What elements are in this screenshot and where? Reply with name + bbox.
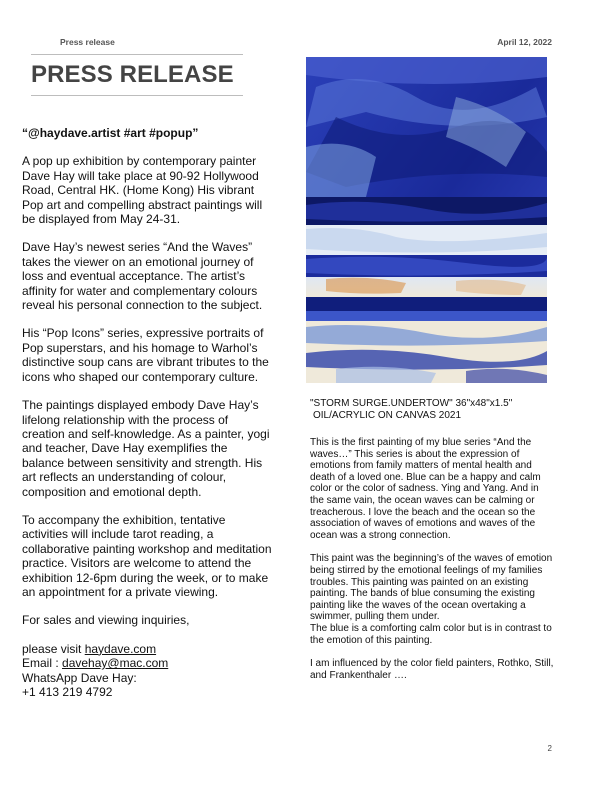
title-bottom-divider bbox=[31, 95, 243, 96]
paragraph-inquiries: For sales and viewing inquiries, bbox=[22, 613, 190, 628]
page-title: PRESS RELEASE bbox=[31, 61, 234, 88]
caption-medium: OIL/ACRYLIC ON CANVAS 2021 bbox=[313, 409, 462, 421]
press-release-body bbox=[22, 126, 272, 699]
statement-paragraph-2b: The blue is a comforting calm color but is in contrast to the emotion of this painting. bbox=[310, 622, 552, 646]
email-link[interactable]: davehay@mac.com bbox=[62, 656, 169, 671]
paragraph-activities: To accompany the exhibition, tentative activities will include tarot reading, a collaborative painting workshop and meditation practice. Visitors are welcome to attend the exhibition 12-6pm during the week, or to make an appointment for a private viewing. bbox=[22, 512, 272, 599]
paragraph-pop-icons: His “Pop Icons” series, expressive portraits of Pop superstars, and his homage to Warhol’s distinctive soup cans are vibrant tributes to the icons who shaped our contemporary culture. bbox=[22, 326, 269, 384]
title-top-divider bbox=[31, 54, 243, 55]
contact-website-line bbox=[22, 642, 272, 656]
email-prefix: Email : bbox=[22, 656, 63, 671]
header-label: Press release bbox=[60, 37, 115, 47]
painting-image bbox=[306, 57, 547, 383]
contact-email-line bbox=[22, 656, 272, 670]
visit-prefix: please visit bbox=[22, 641, 85, 656]
paragraph-waves-series: Dave Hay’s newest series “And the Waves” takes the viewer on an emotional journey of loss and eventual acceptance. The artist’s affinity for water and complementary colours reveal his personal connection to the subject. bbox=[22, 240, 263, 313]
page-number: 2 bbox=[547, 744, 552, 753]
caption-title: "STORM SURGE.UNDERTOW" 36"x48"x1.5" bbox=[310, 398, 513, 409]
paragraph-artist: The paintings displayed embody Dave Hay’s lifelong relationship with the process of creation and self-knowledge. As a painter, yogi and teacher, Dave Hay exemplifies the balance between sensitivity and strength. His art reflects an understanding of colour, composition and emotional depth. bbox=[22, 398, 270, 499]
website-link[interactable]: haydave.com bbox=[84, 641, 157, 656]
contact-whatsapp: WhatsApp Dave Hay: bbox=[22, 670, 137, 685]
contact-phone: +1 413 219 4792 bbox=[22, 685, 113, 699]
statement-paragraph-3: I am influenced by the color field painters, Rothko, Still, and Frankenthaler …. bbox=[310, 658, 554, 681]
lead-hashtags: “@haydave.artist #art #popup” bbox=[22, 126, 199, 140]
statement-paragraph-1: This is the first painting of my blue series “And the waves…” This series is about the expression of emotions from family matters of mental health and death of a loved one. Blue can be a happy and calm color or the color of sadness. Ying and Yang. And in the same vain, the ocean waves can be calming or treacherous. I love the beach and the ocean so the association of waves of emotions and waves of the ocean was a strong connection. bbox=[310, 437, 541, 541]
paragraph-exhibition: A pop up exhibition by contemporary painter Dave Hay will take place at 90-92 Hollywood Road, Central HK. (Home Kong) His vibrant Pop art and compelling abstract paintings will be displayed from May 24-31. bbox=[22, 154, 263, 227]
painting-caption bbox=[310, 398, 550, 422]
statement-paragraph-2: This paint was the beginning’s of the waves of emotion being stirred by the emotional feelings of my families troubles. This painting was painted on an existing painting. The bands of blue consuming the existing painting like the waves of the ocean overtaking a swimmer, pulling them under. bbox=[310, 553, 553, 623]
header-date: April 12, 2022 bbox=[497, 37, 552, 47]
artist-statement bbox=[310, 437, 555, 693]
